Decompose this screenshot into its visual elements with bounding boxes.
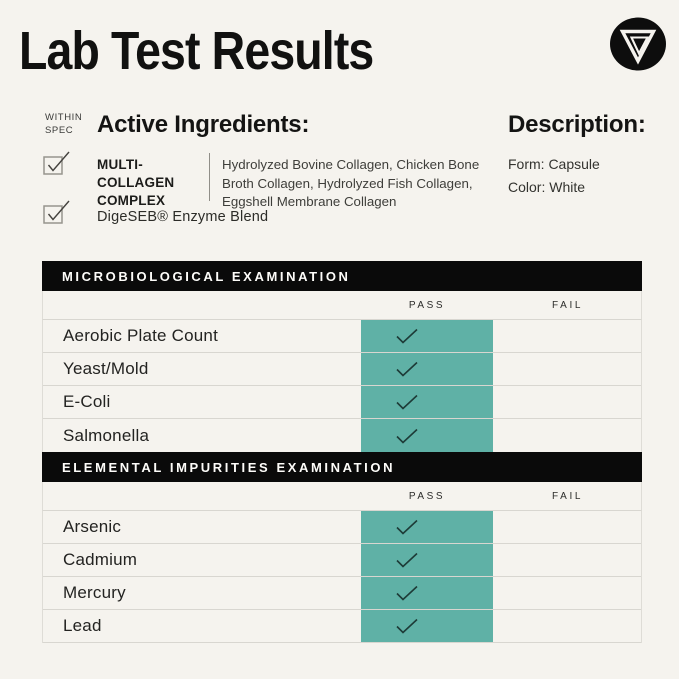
ingredient-name: DigeSEB® Enzyme Blend <box>97 209 269 225</box>
description-heading: Description: <box>508 111 646 138</box>
table-row <box>43 577 641 610</box>
row-label: Aerobic Plate Count <box>63 326 218 345</box>
pass-check-icon <box>341 577 473 609</box>
fail-column-header: FAIL <box>552 300 583 311</box>
fail-column-header: FAIL <box>552 491 583 502</box>
pass-column-header: PASS <box>408 300 446 311</box>
description-form: Form: Capsule <box>508 156 600 172</box>
row-label: E-Coli <box>63 392 111 411</box>
table-header-microbiological: MICROBIOLOGICAL EXAMINATION <box>42 261 642 291</box>
pass-check-icon <box>341 353 473 385</box>
checked-checkbox-icon <box>43 150 73 176</box>
active-ingredients-heading: Active Ingredients: <box>97 111 310 138</box>
table-body <box>42 511 642 643</box>
table-body <box>42 320 642 452</box>
table-row <box>43 386 641 419</box>
brand-v-logo-icon <box>609 17 667 73</box>
row-label: Mercury <box>63 583 126 602</box>
pass-column-header: PASS <box>408 491 446 502</box>
pass-check-icon <box>341 419 473 452</box>
pass-check-icon <box>341 610 473 642</box>
pass-check-icon <box>341 544 473 576</box>
pass-check-icon <box>341 320 473 352</box>
within-spec-label: WITHIN SPEC <box>45 112 83 136</box>
page-title: Lab Test Results <box>19 21 374 81</box>
table-row <box>43 320 641 353</box>
pass-check-icon <box>341 386 473 418</box>
table-header-elemental: ELEMENTAL IMPURITIES EXAMINATION <box>42 452 642 482</box>
pass-fail-header-row <box>42 482 642 511</box>
pass-fail-header-row <box>42 291 642 320</box>
checked-checkbox-icon <box>43 199 73 225</box>
pass-check-icon <box>341 511 473 543</box>
results-tables <box>42 261 642 643</box>
table-row <box>43 610 641 643</box>
row-label: Lead <box>63 616 102 635</box>
divider <box>209 153 210 201</box>
table-row <box>43 544 641 577</box>
description-color: Color: White <box>508 179 586 195</box>
table-row <box>43 353 641 386</box>
row-label: Cadmium <box>63 550 138 569</box>
row-label: Yeast/Mold <box>63 359 149 378</box>
row-label: Arsenic <box>63 517 122 536</box>
row-label: Salmonella <box>63 425 150 445</box>
ingredient-detail: Hydrolyzed Bovine Collagen, Chicken Bone Broth Collagen, Hydrolyzed Fish Collagen, Eggshell Membrane Collagen <box>222 157 480 210</box>
table-row <box>43 419 641 452</box>
ingredient-name: MULTI-COLLAGEN COMPLEX <box>97 157 175 209</box>
table-row <box>43 511 641 544</box>
